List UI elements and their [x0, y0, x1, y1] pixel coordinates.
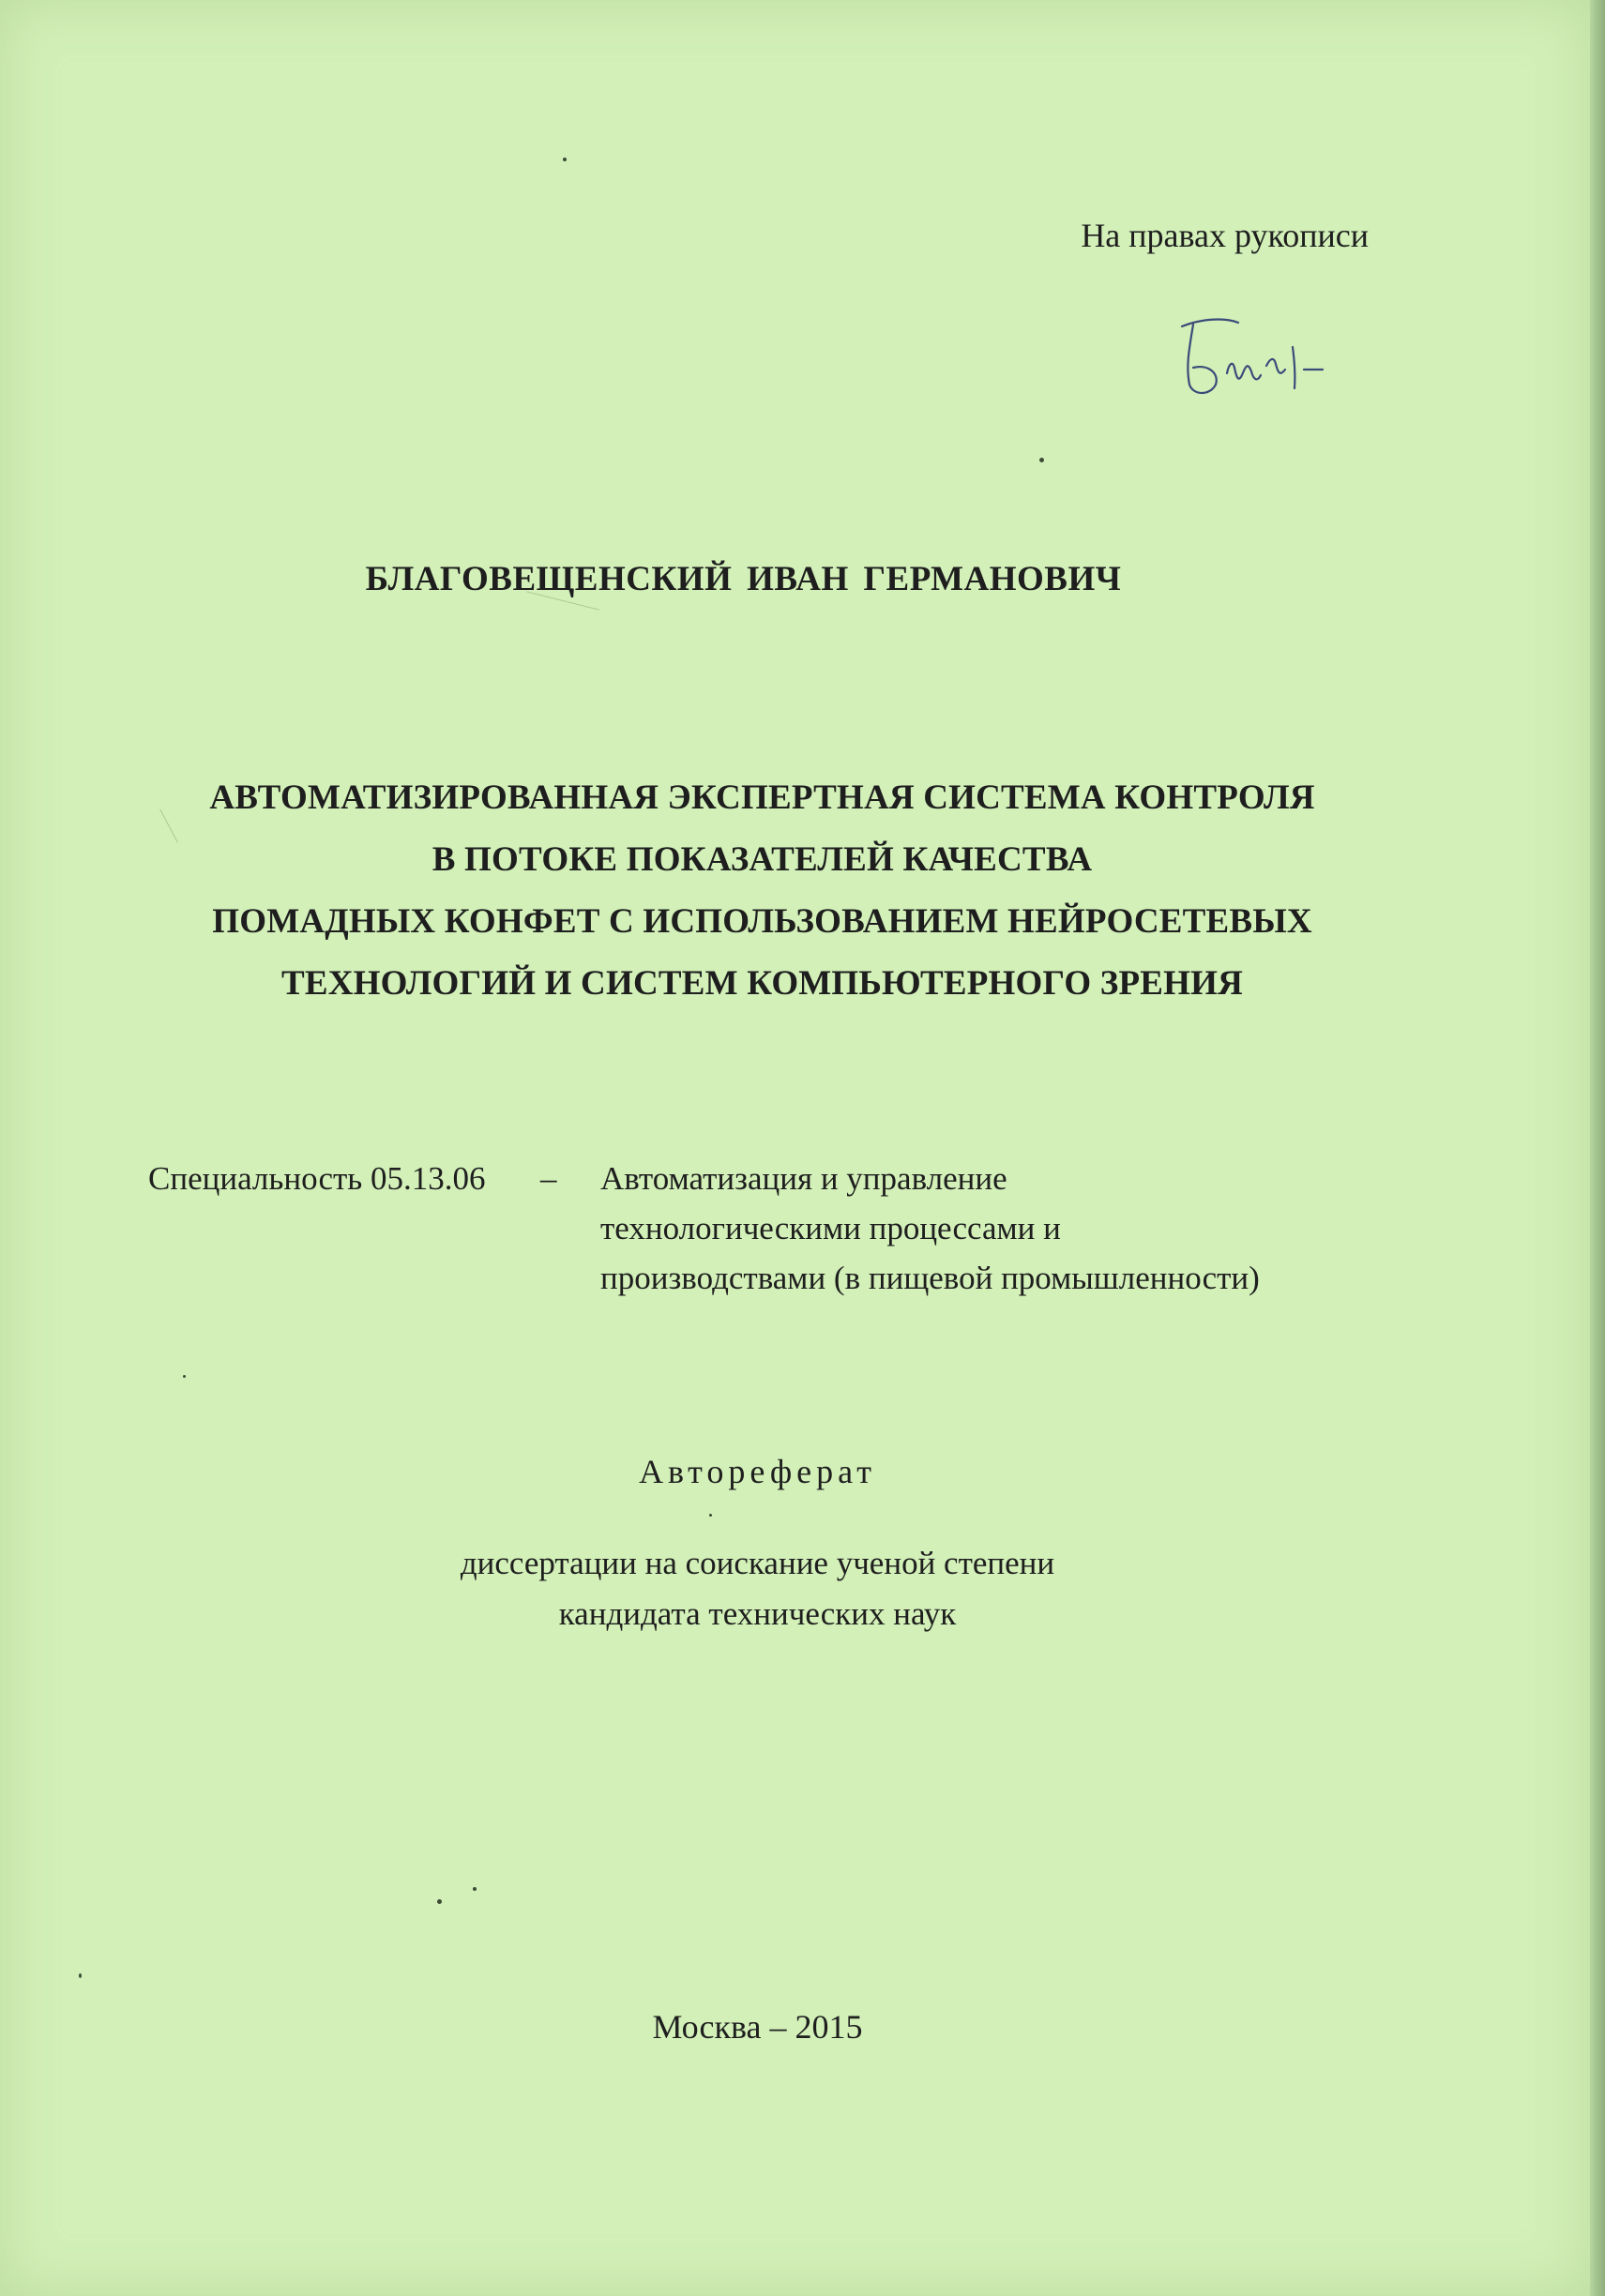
- specialty-description: [600, 1154, 1260, 1303]
- paper-speck: [79, 1973, 82, 1978]
- title-line: ТЕХНОЛОГИЙ И СИСТЕМ КОМПЬЮТЕРНОГО ЗРЕНИЯ: [280, 964, 1244, 1003]
- manuscript-note: На правах рукописи: [1081, 217, 1369, 254]
- specialty-description-line: технологическими процессами и: [600, 1210, 1061, 1246]
- document-type: Автореферат: [639, 1453, 876, 1490]
- paper-speck: [1039, 458, 1044, 462]
- degree-statement: [0, 1538, 1590, 1639]
- degree-line: кандидата технических наук: [558, 1595, 957, 1632]
- degree-line: диссертации на соискание ученой степени: [460, 1545, 1055, 1581]
- paper-speck: [709, 1514, 712, 1517]
- paper-speck: [563, 158, 567, 161]
- paper-speck: [183, 1375, 186, 1378]
- specialty-dash: –: [540, 1160, 557, 1197]
- paper-edge: [1590, 0, 1605, 2296]
- specialty-description-line: производствами (в пищевой промышленности): [600, 1260, 1260, 1296]
- dissertation-title: [0, 767, 1590, 1015]
- paper-speck: [437, 1899, 442, 1904]
- specialty-description-line: Автоматизация и управление: [600, 1160, 1007, 1197]
- title-line: В ПОТОКЕ ПОКАЗАТЕЛЕЙ КАЧЕСТВА: [432, 840, 1093, 879]
- title-line: АВТОМАТИЗИРОВАННАЯ ЭКСПЕРТНАЯ СИСТЕМА КОНТРОЛЯ: [209, 778, 1315, 817]
- paper-speck: [473, 1887, 477, 1891]
- title-line: ПОМАДНЫХ КОНФЕТ С ИСПОЛЬЗОВАНИЕМ НЕЙРОСЕТЕВЫХ: [212, 902, 1312, 941]
- author-name: БЛАГОВЕЩЕНСКИЙ ИВАН ГЕРМАНОВИЧ: [365, 560, 1122, 598]
- handwritten-mark: [1173, 310, 1337, 413]
- place-year: Москва – 2015: [652, 2008, 863, 2046]
- specialty-label: Специальность 05.13.06: [148, 1160, 486, 1197]
